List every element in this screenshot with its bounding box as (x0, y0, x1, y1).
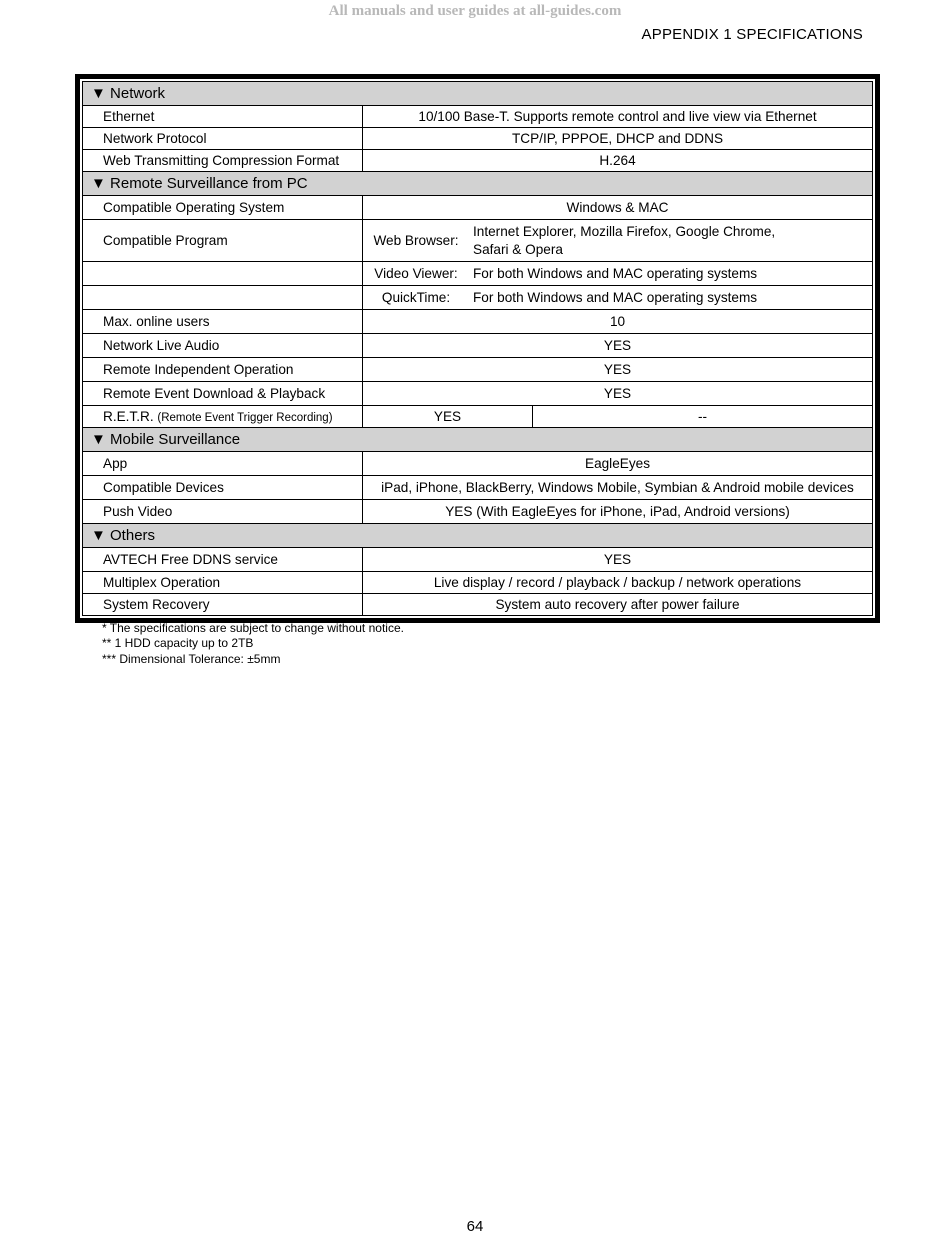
spec-label-main: R.E.T.R. (103, 409, 158, 424)
sub-value-line: Safari & Opera (473, 241, 563, 257)
table-row (83, 548, 873, 572)
sub-value: For both Windows and MAC operating systems (473, 265, 758, 281)
spec-label: Push Video (83, 500, 363, 524)
spec-value: YES (363, 358, 873, 382)
spec-value: iPad, iPhone, BlackBerry, Windows Mobile, Symbian & Android mobile devices (363, 476, 873, 500)
spec-label: App (83, 452, 363, 476)
spec-label: Compatible Devices (83, 476, 363, 500)
spec-value: 10/100 Base-T. Supports remote control and live view via Ethernet (363, 106, 873, 128)
table-row (83, 358, 873, 382)
table-row (83, 476, 873, 500)
sub-key: Web Browser: (373, 233, 459, 248)
spec-table (82, 81, 873, 616)
sub-value (469, 223, 775, 259)
table-row (83, 382, 873, 406)
spec-value: Live display / record / playback / backup / network operations (363, 572, 873, 594)
spec-value: -- (533, 406, 873, 428)
spec-value: EagleEyes (363, 452, 873, 476)
spec-label: Ethernet (83, 106, 363, 128)
footnote: ** 1 HDD capacity up to 2TB (102, 636, 254, 651)
watermark: All manuals and user guides at all-guides.com (328, 3, 622, 19)
spec-value (363, 220, 873, 262)
sub-value: For both Windows and MAC operating systems (473, 289, 758, 305)
spec-value: YES (363, 334, 873, 358)
section-others (83, 524, 873, 548)
spec-label: Network Live Audio (83, 334, 363, 358)
spec-value: System auto recovery after power failure (363, 594, 873, 616)
spec-label (83, 406, 363, 428)
table-row (83, 310, 873, 334)
table-row (83, 286, 873, 310)
section-remote (83, 172, 873, 196)
spec-label: Multiplex Operation (83, 572, 363, 594)
section-mobile (83, 428, 873, 452)
table-row (83, 572, 873, 594)
spec-value: Windows & MAC (363, 196, 873, 220)
table-row (83, 106, 873, 128)
section-title: ▼ Others (83, 524, 873, 548)
table-row (83, 128, 873, 150)
spec-label: Max. online users (83, 310, 363, 334)
spec-label: Web Transmitting Compression Format (83, 150, 363, 172)
section-network (83, 82, 873, 106)
spec-label: System Recovery (83, 594, 363, 616)
section-title: ▼ Mobile Surveillance (83, 428, 873, 452)
spec-value: YES (363, 382, 873, 406)
spec-label: Compatible Operating System (83, 196, 363, 220)
spec-value (363, 262, 873, 286)
sub-value-line: Internet Explorer, Mozilla Firefox, Google Chrome, (473, 223, 776, 239)
spec-label: Remote Event Download & Playback (83, 382, 363, 406)
spec-value: YES (With EagleEyes for iPhone, iPad, Android versions) (363, 500, 873, 524)
table-row (83, 500, 873, 524)
spec-label-empty (83, 262, 363, 286)
table-row (83, 196, 873, 220)
section-title: ▼ Remote Surveillance from PC (83, 172, 873, 196)
table-row (83, 262, 873, 286)
table-row (83, 150, 873, 172)
spec-label: Remote Independent Operation (83, 358, 363, 382)
footnotes (102, 621, 404, 667)
spec-label: AVTECH Free DDNS service (83, 548, 363, 572)
spec-value: YES (363, 406, 533, 428)
section-title: ▼ Network (83, 82, 873, 106)
spec-label: Network Protocol (83, 128, 363, 150)
spec-value: H.264 (363, 150, 873, 172)
footnote: *** Dimensional Tolerance: ±5mm (102, 651, 281, 666)
spec-table-frame (75, 74, 880, 623)
sub-key: Video Viewer: (374, 266, 458, 281)
table-row (83, 334, 873, 358)
page-number: 64 (466, 1218, 484, 1235)
spec-label-empty (83, 286, 363, 310)
footnote: * The specifications are subject to change without notice. (102, 621, 404, 635)
table-row (83, 406, 873, 428)
sub-key: QuickTime: (381, 290, 451, 305)
spec-label: Compatible Program (83, 220, 363, 262)
table-row (83, 594, 873, 616)
page-header: APPENDIX 1 SPECIFICATIONS (641, 26, 863, 43)
table-row (83, 220, 873, 262)
spec-value: TCP/IP, PPPOE, DHCP and DDNS (363, 128, 873, 150)
spec-value (363, 286, 873, 310)
spec-value: 10 (363, 310, 873, 334)
spec-value: YES (363, 548, 873, 572)
table-row (83, 452, 873, 476)
spec-label-note: (Remote Event Trigger Recording) (157, 412, 333, 424)
